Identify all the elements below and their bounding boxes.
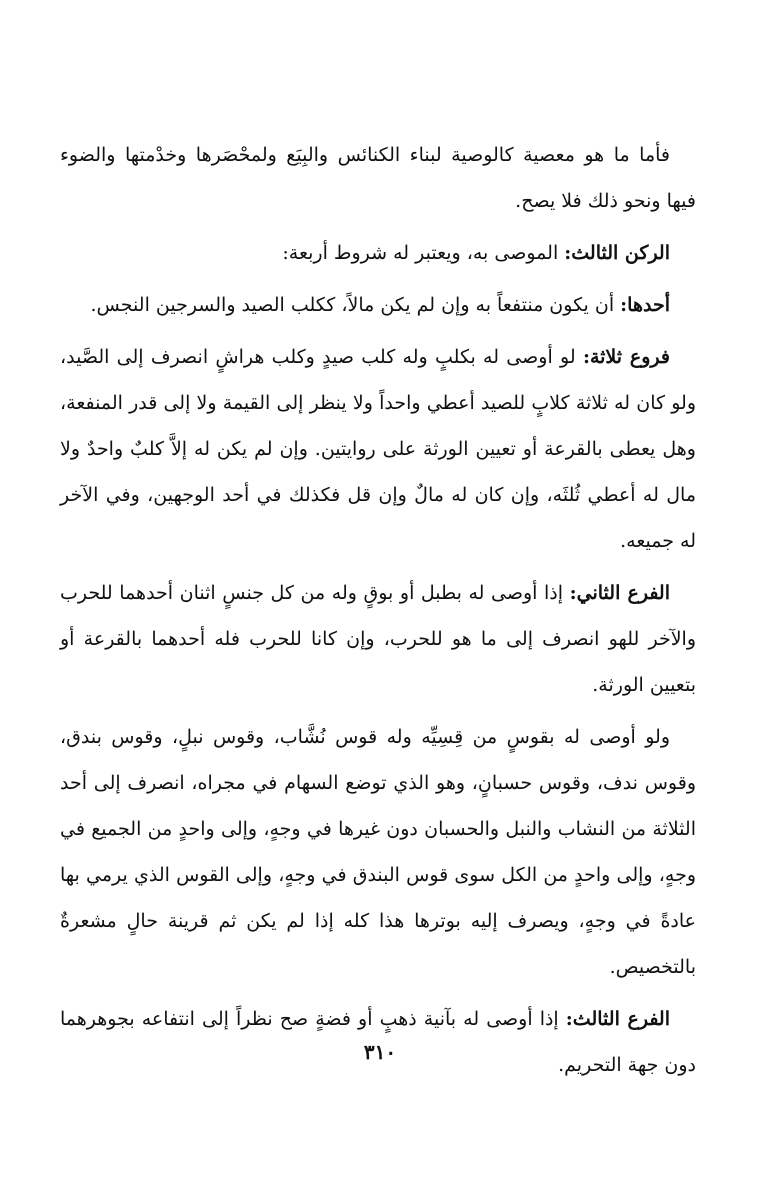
paragraph-2: [60, 230, 696, 276]
paragraph-5-lead: الفرع الثاني:: [569, 582, 671, 604]
paragraph-4: [60, 334, 696, 564]
paragraph-1-text: فأما ما هو معصية كالوصية لبناء الكنائس والبِيَع ولمحْصَرها وخدْمتها والضوء فيها ونحو ذلك فلا يصح.: [60, 144, 696, 212]
paragraph-7-lead: الفرع الثالث:: [565, 1008, 670, 1030]
paragraph-2-text: الموصى به، ويعتبر له شروط أربعة:: [282, 242, 565, 264]
paragraph-1: [60, 132, 696, 224]
paragraph-6-text: ولو أوصى له بقوسٍ من قِسِيِّه وله قوس نُشَّاب، وقوس نبلٍ، وقوس بندق، وقوس ندف، وقوس حسبانٍ، وهو الذي توضع السهام في مجراه، انصرف إلى أحد الثلاثة من النشاب والنبل والحسبان دون غيرها في وجهٍ، وإلى واحدٍ من الجميع في وجهٍ، وإلى واحدٍ من الكل سوى قوس البندق في وجهٍ، وإلى القوس الذي يرمي بها عادةً في وجهٍ، ويصرف إليه بوترها هذا كله إذا لم يكن ثم قرينة حالٍ مشعرةٌ بالتخصيص.: [60, 726, 696, 978]
paragraph-5-text: إذا أوصى له بطبل أو بوقٍ وله من كل جنسٍ اثنان أحدهما للحرب والآخر للهو انصرف إلى ما هو للحرب، وإن كانا للحرب فله أحدهما بالقرعة أو بتعيين الورثة.: [60, 582, 696, 696]
paragraph-7-text: إذا أوصى له بآنية ذهبٍ أو فضةٍ صح نظراً إلى انتفاعه بجوهرهما دون جهة التحريم.: [60, 1008, 696, 1076]
paragraph-6: [60, 714, 696, 990]
paragraph-3: [60, 282, 696, 328]
paragraph-2-lead: الركن الثالث:: [564, 242, 670, 264]
paragraph-5: [60, 570, 696, 708]
paragraph-4-text: لو أوصى له بكلبٍ وله كلب صيدٍ وكلب هراشٍ انصرف إلى الصَّيد، ولو كان له ثلاثة كلابٍ للصيد أعطي واحداً ولا ينظر إلى القيمة ولا إلى قدر المنفعة، وهل يعطى بالقرعة أو تعيين الورثة على روايتين. وإن لم يكن له إلاَّ كلبٌ واحدٌ ولا مال له أعطي ثُلثَه، وإن كان له مالٌ وإن قل فكذلك في أحد الوجهين، وفي الآخر له جميعه.: [60, 346, 696, 552]
page-number: ٣١٠: [363, 1040, 397, 1064]
paragraph-4-lead: فروع ثلاثة:: [582, 346, 671, 368]
page-body: [60, 132, 696, 1088]
paragraph-3-text: أن يكون منتفعاً به وإن لم يكن مالاً، ككلب الصيد والسرجين النجس.: [90, 294, 621, 316]
paragraph-3-lead: أحدها:: [620, 294, 670, 316]
